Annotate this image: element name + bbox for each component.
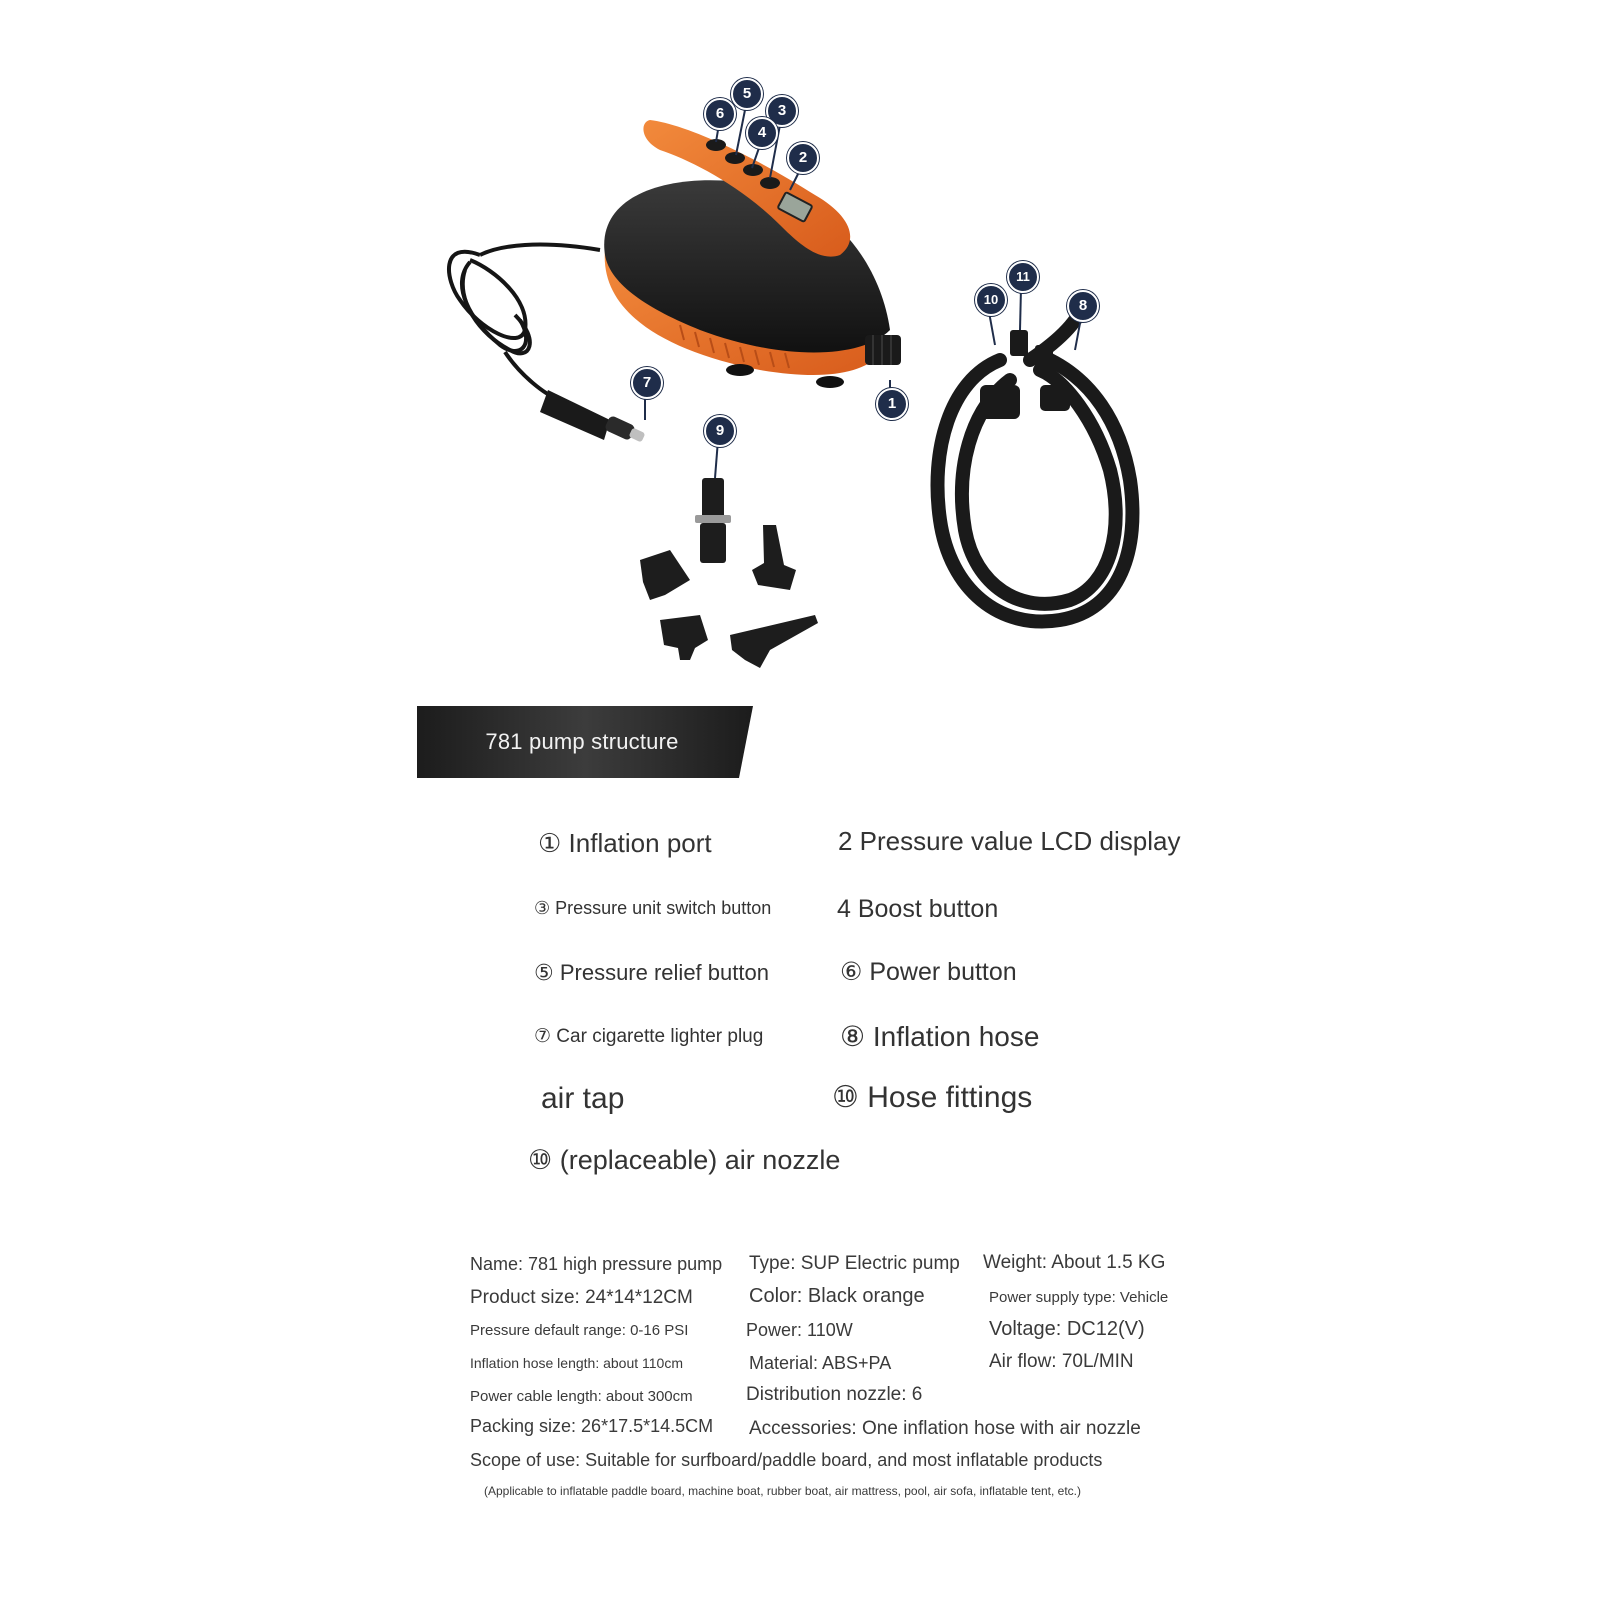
spec-name: Name: 781 high pressure pump	[470, 1254, 723, 1274]
spec-packing-size: Packing size: 26*17.5*14.5CM	[470, 1416, 714, 1436]
part-label-air-tap: air tap	[541, 1082, 625, 1115]
callout-badge-5: 5	[731, 78, 763, 110]
spec-air-flow: Air flow: 70L/MIN	[989, 1351, 1134, 1372]
spec-applicable: (Applicable to inflatable paddle board, machine boat, rubber boat, air mattress, pool, air sofa, inflatable tent, etc.)	[484, 1484, 1082, 1498]
section-banner	[417, 706, 753, 778]
part-label-inflation-port: ① Inflation port	[538, 828, 712, 858]
part-label-hose-fittings: ⑩ Hose fittings	[832, 1081, 1033, 1114]
spec-pressure-range: Pressure default range: 0-16 PSI	[470, 1322, 689, 1339]
part-label-power: ⑥ Power button	[840, 958, 1017, 986]
spec-accessories: Accessories: One inflation hose with air nozzle	[749, 1418, 1141, 1439]
spec-weight: Weight: About 1.5 KG	[983, 1252, 1166, 1273]
callout-badge-3: 3	[766, 95, 798, 127]
part-label-pressure-relief: ⑤ Pressure relief button	[534, 960, 769, 985]
callout-badge-7: 7	[631, 367, 663, 399]
callout-badge-4: 4	[746, 117, 778, 149]
part-label-air-nozzle: ⑩ (replaceable) air nozzle	[528, 1145, 841, 1175]
spec-product-size: Product size: 24*14*12CM	[470, 1287, 693, 1308]
spec-hose-length: Inflation hose length: about 110cm	[470, 1355, 684, 1371]
spec-color: Color: Black orange	[749, 1285, 925, 1307]
part-label-boost: 4 Boost button	[837, 895, 999, 923]
part-label-unit-switch: ③ Pressure unit switch button	[534, 898, 772, 918]
spec-nozzles: Distribution nozzle: 6	[746, 1384, 923, 1405]
spec-cable-length: Power cable length: about 300cm	[470, 1388, 693, 1405]
spec-power-supply: Power supply type: Vehicle	[989, 1289, 1169, 1306]
callout-badge-10: 10	[975, 284, 1007, 316]
callout-badge-9: 9	[704, 415, 736, 447]
callout-badge-2: 2	[787, 142, 819, 174]
part-label-lighter-plug: ⑦ Car cigarette lighter plug	[534, 1026, 764, 1047]
callout-badge-8: 8	[1067, 290, 1099, 322]
part-label-lcd-display: 2 Pressure value LCD display	[838, 826, 1181, 856]
spec-power: Power: 110W	[746, 1320, 853, 1340]
spec-type: Type: SUP Electric pump	[749, 1253, 960, 1274]
callout-badge-11: 11	[1007, 261, 1039, 293]
part-label-inflation-hose: ⑧ Inflation hose	[840, 1021, 1040, 1052]
callout-badge-6: 6	[704, 98, 736, 130]
spec-material: Material: ABS+PA	[749, 1353, 892, 1373]
banner-title: 781 pump structure	[485, 729, 679, 754]
spec-scope: Scope of use: Suitable for surfboard/paddle board, and most inflatable products	[470, 1450, 1103, 1470]
spec-voltage: Voltage: DC12(V)	[989, 1318, 1145, 1340]
callout-badge-1: 1	[876, 388, 908, 420]
